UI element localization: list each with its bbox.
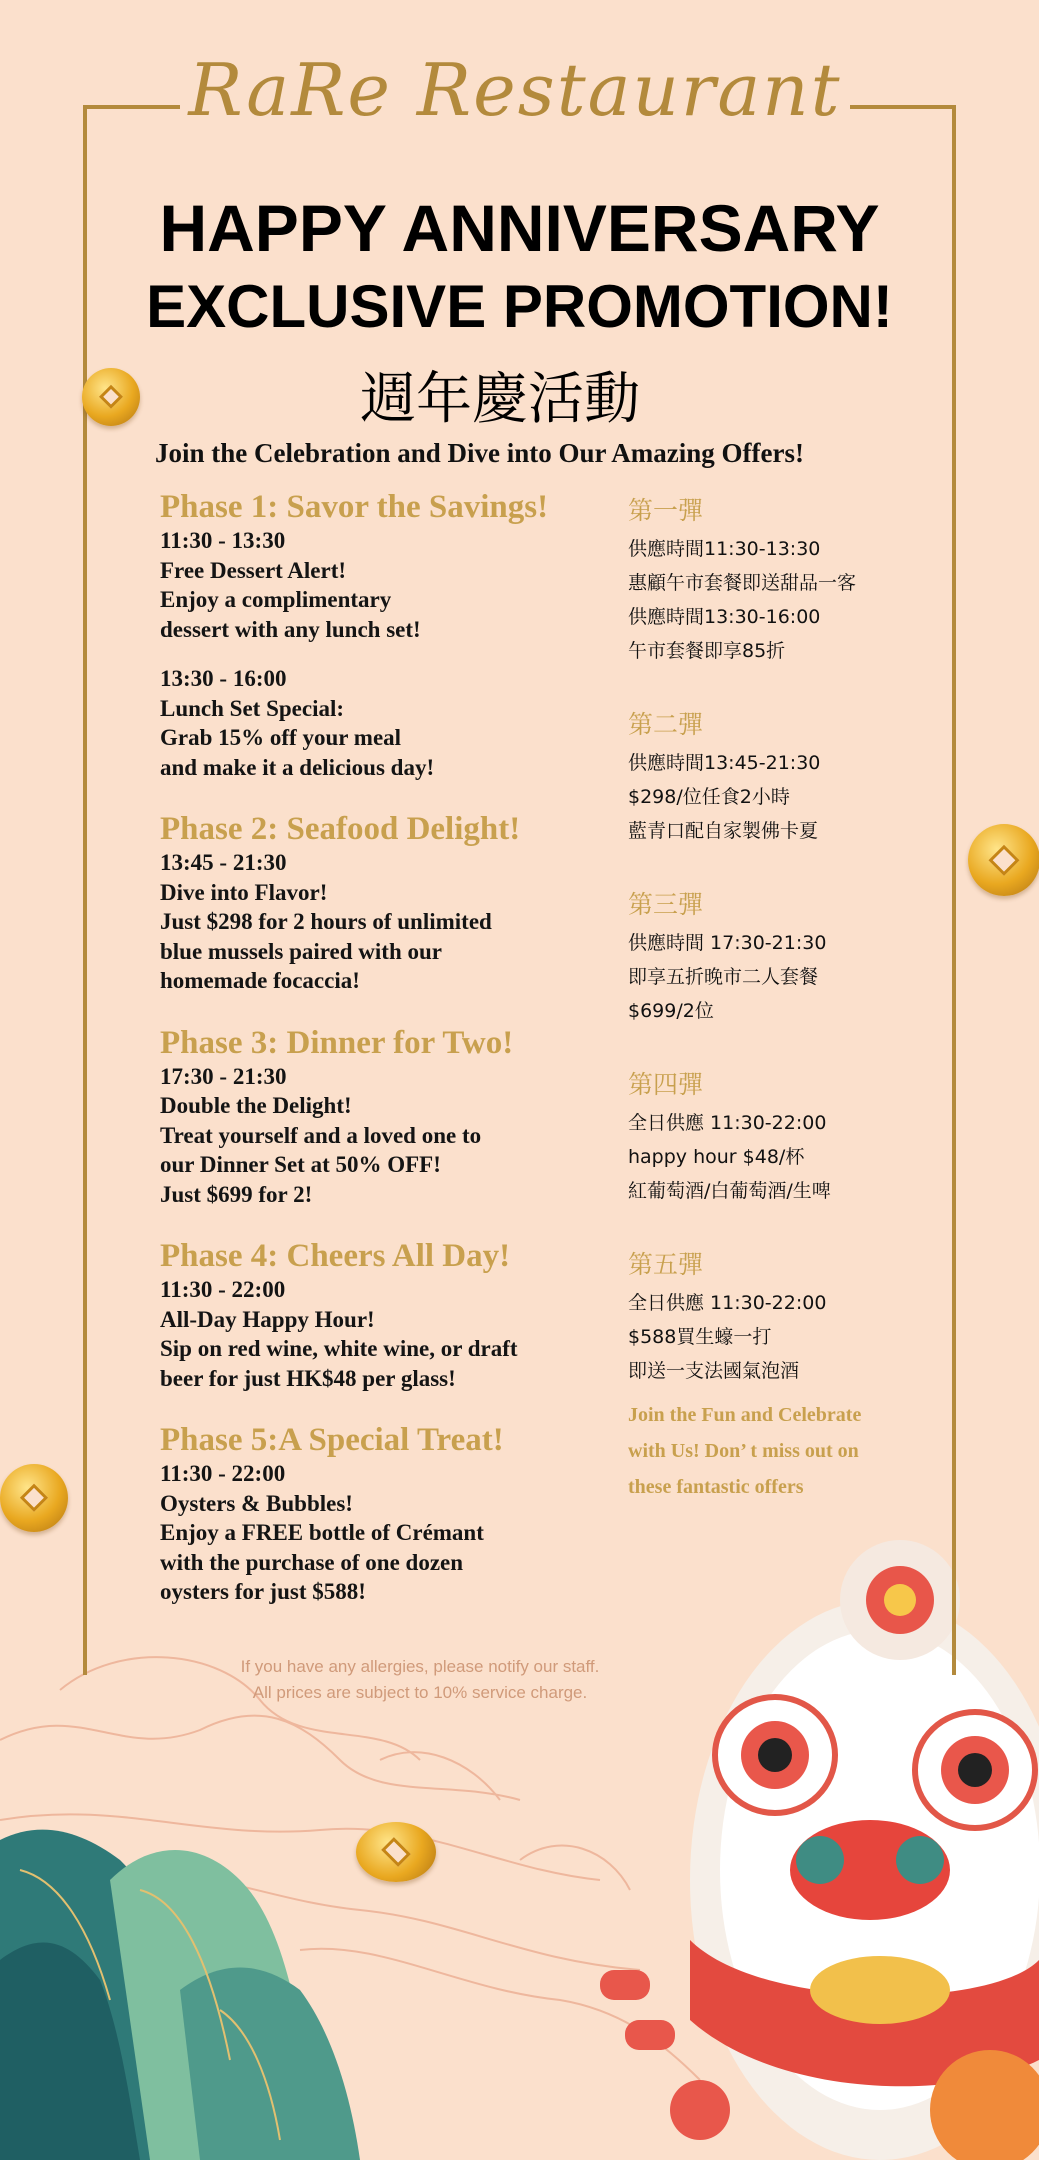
phase-line: Free Dessert Alert!	[160, 557, 347, 583]
phase-time: 11:30 - 22:00	[160, 1277, 286, 1302]
phase-title: Phase 2: Seafood Delight!	[160, 811, 521, 847]
phase-title-cn: 第三彈	[628, 890, 704, 919]
join-line: Join the Fun and Celebrate	[628, 1404, 862, 1426]
phase-2-cn	[628, 704, 928, 848]
phase-time: 11:30 - 22:00	[160, 1461, 286, 1486]
phase-line-cn: 全日供應 11:30-22:00	[628, 1292, 827, 1314]
english-offers	[160, 488, 620, 1635]
phase-1-cn	[628, 490, 928, 668]
gold-ingot-icon	[356, 1822, 436, 1882]
headline-promotion: EXCLUSIVE PROMOTION!	[146, 273, 893, 340]
phase-line: All-Day Happy Hour!	[160, 1306, 375, 1332]
phase-3-en	[160, 1024, 620, 1210]
phase-line-cn: 午市套餐即享85折	[628, 640, 786, 662]
phase-time: 17:30 - 21:30	[160, 1063, 287, 1089]
phase-title-cn: 第一彈	[628, 496, 704, 525]
phase-5-en	[160, 1421, 620, 1607]
phase-line-cn: 藍青口配自家製佛卡夏	[628, 820, 819, 842]
phase-1-en	[160, 488, 620, 782]
phase-title: Phase 4: Cheers All Day!	[160, 1238, 511, 1274]
phase-line-cn: 惠顧午市套餐即送甜品一客	[628, 572, 857, 594]
phase-title: Phase 5:A Special Treat!	[160, 1422, 504, 1458]
phase-line: our Dinner Set at 50% OFF!	[160, 1152, 441, 1177]
phase-line: Double the Delight!	[160, 1093, 352, 1118]
phase-line: dessert with any lunch set!	[160, 616, 421, 642]
phase-title: Phase 1: Savor the Savings!	[160, 489, 549, 525]
phase-line-cn: 供應時間11:30-13:30	[628, 538, 821, 560]
gold-coin-icon	[968, 824, 1039, 896]
phase-line: Just $699 for 2!	[160, 1181, 313, 1207]
phase-time: 13:30 - 16:00	[160, 666, 287, 691]
phase-line: with the purchase of one dozen	[160, 1549, 464, 1575]
phase-line-cn: 全日供應 11:30-22:00	[628, 1112, 827, 1134]
phase-line: Grab 15% off your meal	[160, 725, 402, 750]
headline-anniversary: HAPPY ANNIVERSARY	[159, 191, 880, 265]
allergy-notice: If you have any allergies, please notify our staff.	[240, 1657, 600, 1676]
phase-line: oysters for just $588!	[160, 1579, 366, 1604]
phase-line-cn: 供應時間13:30-16:00	[628, 606, 821, 628]
phase-title-cn: 第五彈	[628, 1250, 704, 1279]
phase-title: Phase 3: Dinner for Two!	[160, 1024, 514, 1061]
phase-line-cn: 供應時間 17:30-21:30	[628, 932, 827, 954]
phase-line: Sip on red wine, white wine, or draft	[160, 1336, 518, 1361]
mountains-illustration	[0, 1830, 360, 2160]
phase-line: beer for just HK$48 per glass!	[160, 1365, 456, 1391]
phase-line: and make it a delicious day!	[160, 754, 435, 780]
phase-line: Enjoy a complimentary	[160, 587, 392, 612]
phase-title-cn: 第二彈	[628, 710, 704, 739]
headline-chinese: 週年慶活動	[360, 367, 640, 432]
phase-line-cn: $699/2位	[628, 1000, 714, 1022]
chinese-offers	[628, 490, 928, 1424]
phase-4-cn	[628, 1064, 928, 1208]
restaurant-logo: RaRe Restaurant	[188, 48, 842, 132]
phase-3-cn	[628, 884, 928, 1028]
join-line: with Us! Don’ t miss out on	[628, 1440, 859, 1462]
phase-2-en	[160, 810, 620, 996]
phase-line: Lunch Set Special:	[160, 695, 345, 721]
phase-line: Treat yourself and a loved one to	[160, 1122, 482, 1148]
phase-line: Oysters & Bubbles!	[160, 1490, 353, 1516]
service-charge-notice: All prices are subject to 10% service charge.	[252, 1683, 588, 1702]
phase-line: blue mussels paired with our	[160, 938, 443, 964]
gold-coin-icon	[82, 368, 140, 426]
phase-line: Just $298 for 2 hours of unlimited	[160, 909, 492, 934]
phase-line-cn: $298/位任食2小時	[628, 786, 790, 808]
join-message	[628, 1397, 928, 1505]
phase-time: 13:45 - 21:30	[160, 850, 287, 875]
phase-line-cn: 供應時間13:45-21:30	[628, 752, 821, 774]
footer-notice	[195, 1654, 645, 1706]
join-line: these fantastic offers	[628, 1476, 804, 1498]
phase-line-cn: 紅葡萄酒/白葡萄酒/生啤	[628, 1180, 831, 1202]
phase-title-cn: 第四彈	[628, 1070, 704, 1099]
phase-line: Dive into Flavor!	[160, 879, 328, 905]
phase-line-cn: 即送一支法國氣泡酒	[628, 1360, 800, 1382]
phase-time: 11:30 - 13:30	[160, 528, 286, 553]
phase-line-cn: $588買生蠔一打	[628, 1326, 772, 1348]
phase-line: Enjoy a FREE bottle of Crémant	[160, 1520, 484, 1545]
tagline: Join the Celebration and Dive into Our Amazing Offers!	[155, 438, 804, 468]
gold-coin-icon	[0, 1464, 68, 1532]
phase-4-en	[160, 1237, 620, 1393]
phase-line-cn: 即享五折晚市二人套餐	[628, 966, 819, 988]
phase-line: homemade focaccia!	[160, 968, 360, 993]
phase-5-cn	[628, 1244, 928, 1388]
phase-line-cn: happy hour $48/杯	[628, 1146, 805, 1168]
